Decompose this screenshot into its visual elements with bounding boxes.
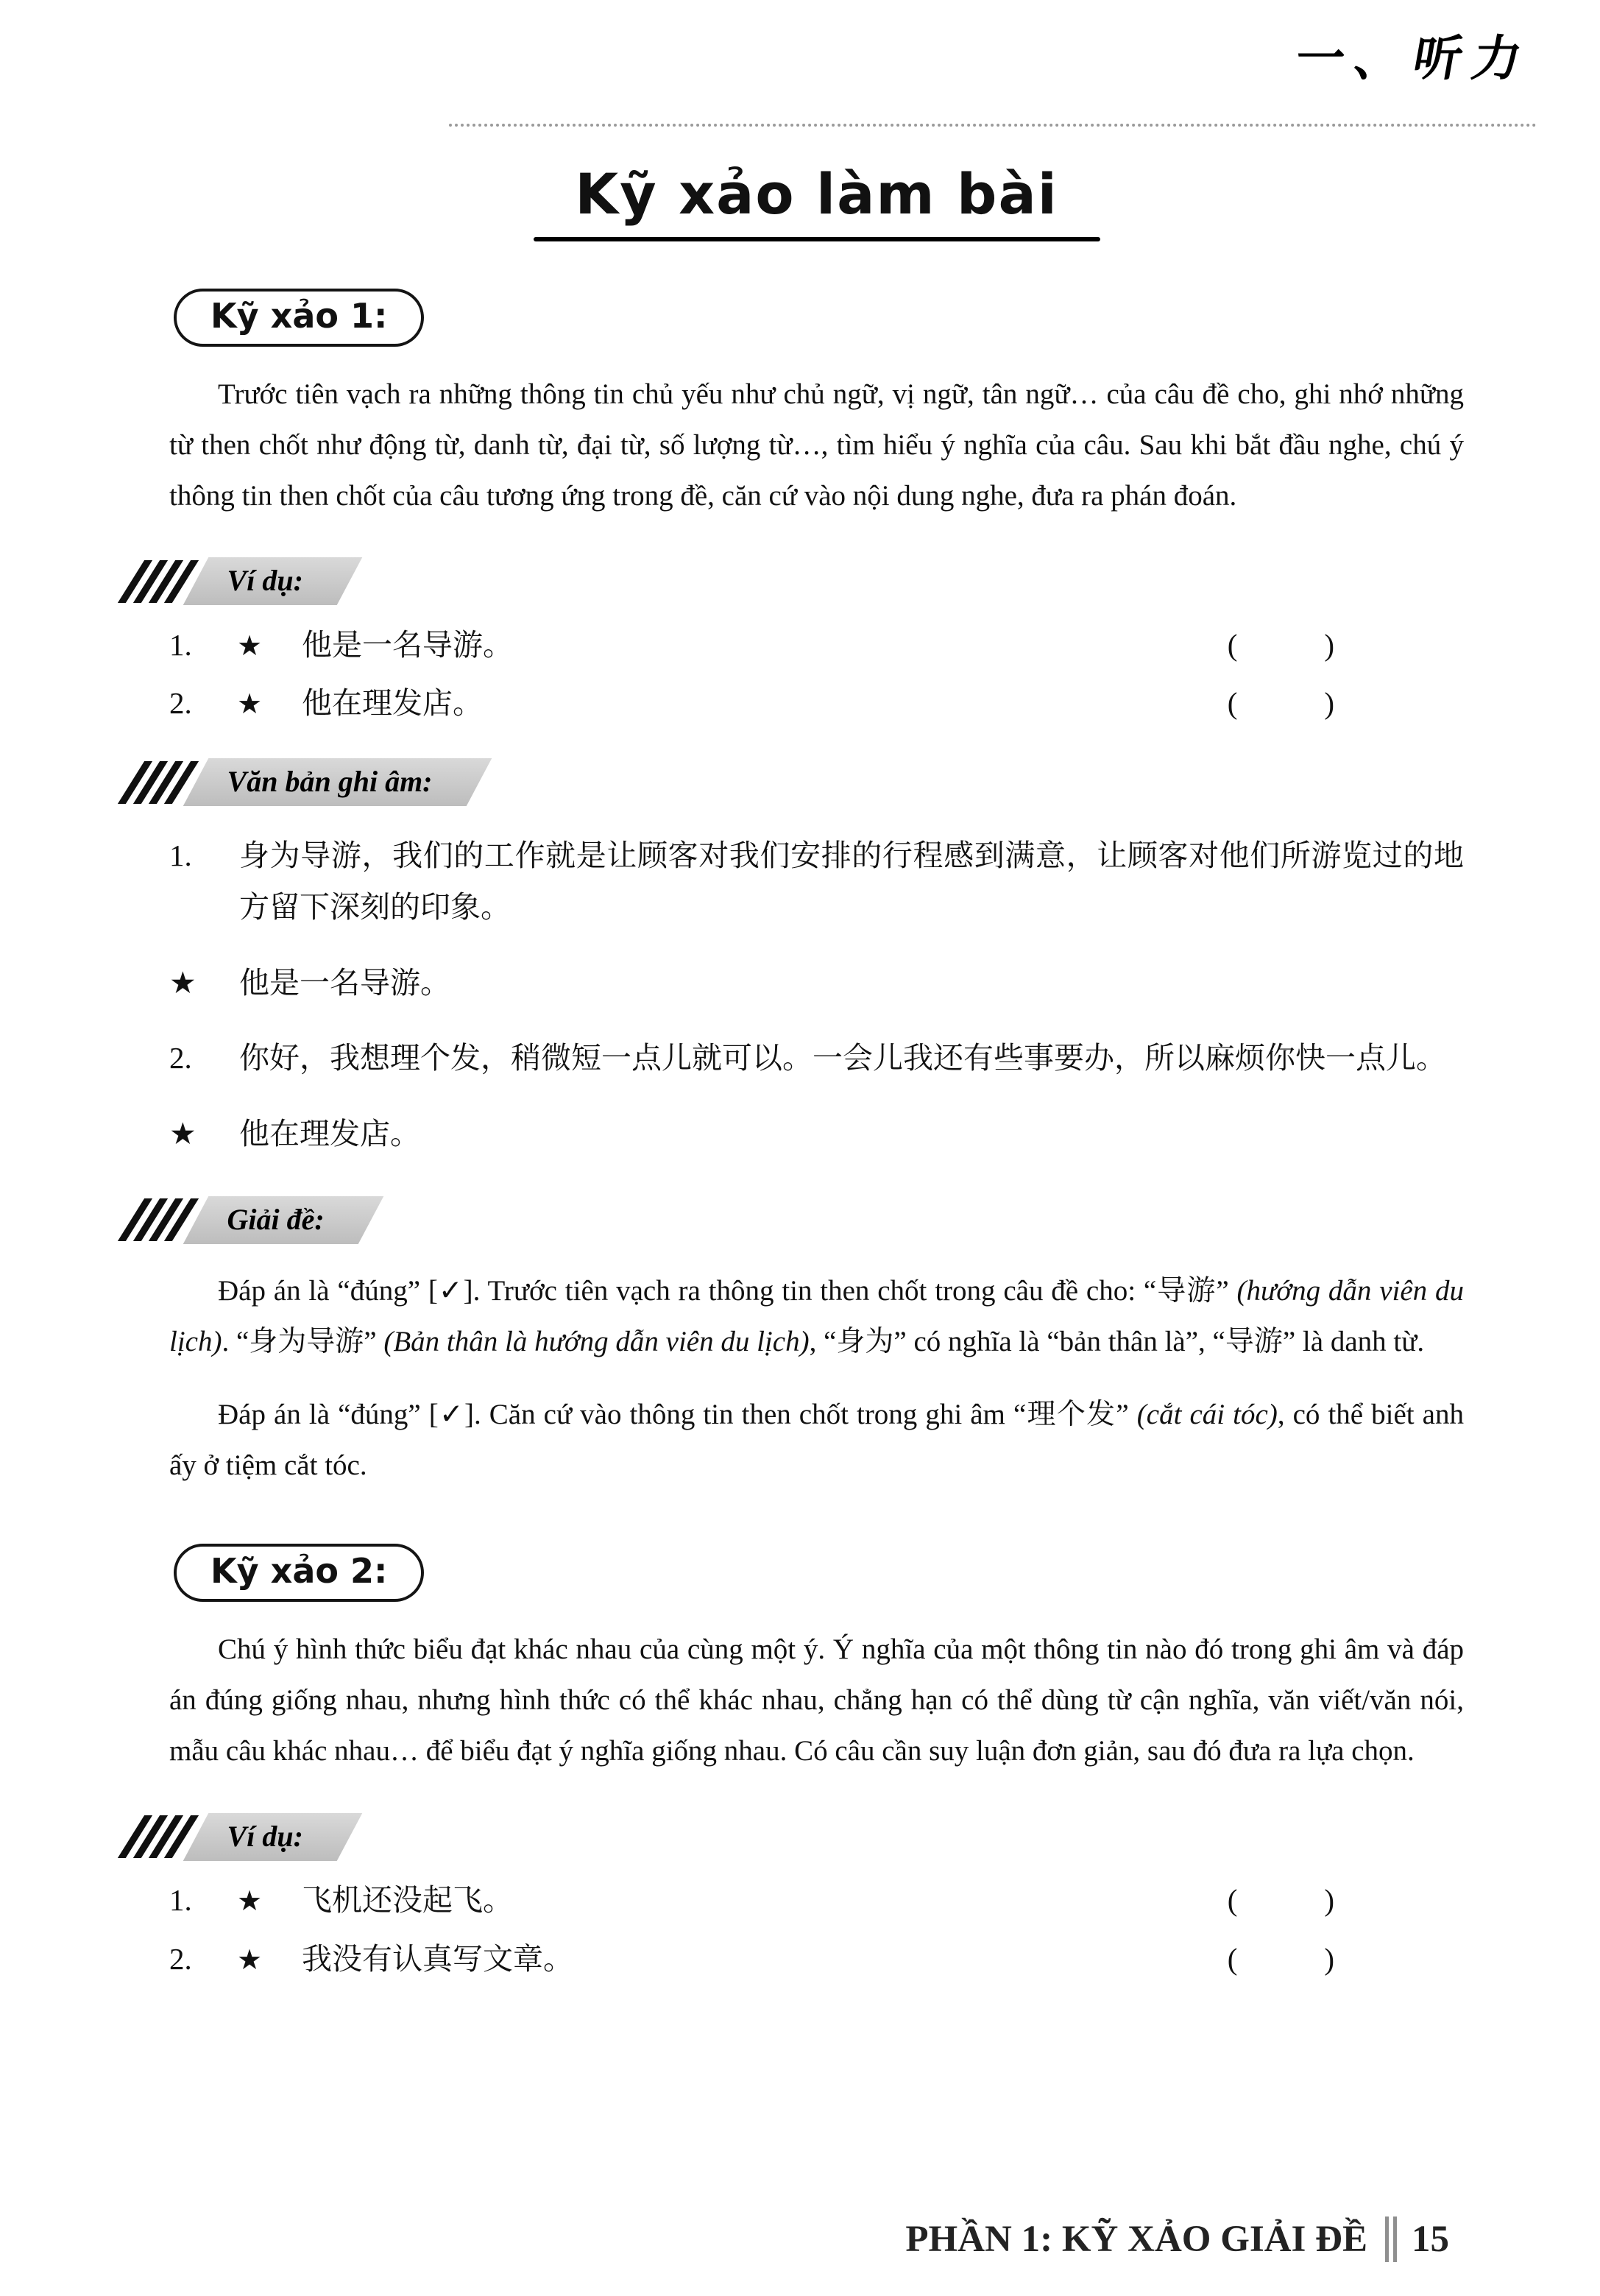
example-number: 1.	[169, 1883, 192, 1918]
skill-2-intro: Chú ý hình thức biểu đạt khác nhau của cùng một ý. Ý nghĩa của một thông tin nào đó trong ghi âm và đáp án đúng giống nhau, nhưng hình thức có thể khác nhau, chẳng hạn có thể dùng từ cận nghĩa, văn viết/văn nói, mẫu câu khác nhau… để biểu đạt ý nghĩa giống nhau. Có câu cần suy luận đơn giản, sau đó đưa ra lựa chọn.	[169, 1633, 1464, 1767]
chapter-heading: 一、听力	[1291, 30, 1537, 87]
example-item	[169, 685, 1464, 722]
slash-decoration-icon	[131, 760, 193, 805]
star-icon: ★	[237, 689, 263, 721]
example-text: 我没有认真写文章。	[302, 1941, 573, 1976]
transcript-item	[169, 1108, 1464, 1160]
example-text: 他在理发店。	[302, 686, 483, 721]
footer-divider	[1385, 2216, 1397, 2262]
star-icon: ★	[237, 1944, 263, 1976]
transcript-item	[169, 1032, 1464, 1084]
page-number: 15	[1412, 2219, 1449, 2260]
star-icon: ★	[169, 965, 197, 1000]
answer-blank: ( )	[1227, 1941, 1337, 1976]
star-icon: ★	[237, 630, 263, 662]
analysis-paragraph: Đáp án là “đúng” [✓]. Căn cứ vào thông tin then chốt trong ghi âm “理个发” (cắt cái tóc), có thể biết anh ấy ở tiệm cắt tóc.	[169, 1399, 1464, 1482]
transcript-marker: 1.	[169, 838, 192, 872]
section-label-box	[183, 758, 492, 806]
answer-blank: ( )	[1227, 1883, 1337, 1918]
transcript-text: 身为导游，我们的工作就是让顾客对我们安排的行程感到满意，让顾客对他们所游览过的地方留下深刻的印象。	[239, 838, 1464, 925]
example-text: 飞机还没起飞。	[302, 1883, 513, 1918]
skill-2-badge-label: Kỹ xảo 2:	[210, 1551, 388, 1592]
transcript-item	[169, 830, 1464, 933]
transcript-text: 他是一名导游。	[239, 965, 450, 1000]
example-number: 1.	[169, 627, 192, 662]
analysis-paragraph: Đáp án là “đúng” [✓]. Trước tiên vạch ra thông tin then chốt trong câu đề cho: “导游” (hướng dẫn viên du lịch). “身为导游” (Bản thân là hướng dẫn viên du lịch), “身为” có nghĩa là “bản thân là”, “导游” là danh từ.	[169, 1275, 1464, 1358]
answer-blank: ( )	[1227, 627, 1337, 662]
skill-1-badge	[174, 289, 424, 347]
transcript-text: 你好，我想理个发，稍微短一点儿就可以。一会儿我还有些事要办，所以麻烦你快一点儿。	[239, 1041, 1446, 1075]
example-number: 2.	[169, 686, 192, 721]
section-label-text: Ví dụ:	[227, 1819, 303, 1853]
section-label-box	[183, 1196, 384, 1244]
section-label-box	[183, 1813, 363, 1861]
star-icon: ★	[237, 1886, 263, 1918]
section-header-solution	[131, 1196, 1464, 1243]
section-label-box	[183, 557, 363, 605]
section-header-example-1	[131, 558, 1464, 605]
section-header-example-2	[131, 1813, 1464, 1860]
skill-1-badge-label: Kỹ xảo 1:	[210, 296, 388, 336]
transcript-item	[169, 957, 1464, 1009]
example-item	[169, 1941, 1464, 1978]
footer-section-label: PHẦN 1: KỸ XẢO GIẢI ĐỀ	[905, 2219, 1367, 2260]
example-item	[169, 1882, 1464, 1919]
header-spacer	[169, 0, 1464, 166]
transcript-text: 他在理发店。	[239, 1116, 420, 1151]
section-label-text: Ví dụ:	[227, 564, 303, 598]
skill-2-badge	[174, 1544, 424, 1602]
section-header-transcript	[131, 759, 1464, 806]
star-icon: ★	[169, 1116, 197, 1151]
section-label-text: Giải đề:	[227, 1202, 325, 1236]
header-divider	[449, 124, 1537, 127]
page-title: Kỹ xảo làm bài	[575, 161, 1058, 227]
transcript-marker: 2.	[169, 1041, 192, 1075]
slash-decoration-icon	[131, 559, 193, 604]
example-text: 他是一名导游。	[302, 627, 513, 662]
footer	[905, 2216, 1449, 2262]
skill-1-intro: Trước tiên vạch ra những thông tin chủ yếu như chủ ngữ, vị ngữ, tân ngữ… của câu đề cho, ghi nhớ những từ then chốt như động từ, danh từ, đại từ, số lượng từ…, tìm hiểu ý nghĩa của câu. Sau khi bắt đầu nghe, chú ý thông tin then chốt của câu tương ứng trong đề, căn cứ vào nội dung nghe, đưa ra phán đoán.	[169, 378, 1464, 512]
slash-decoration-icon	[131, 1815, 193, 1859]
example-number: 2.	[169, 1941, 192, 1976]
slash-decoration-icon	[131, 1198, 193, 1242]
title-underline	[534, 237, 1100, 241]
section-label-text: Văn bản ghi âm:	[227, 765, 433, 799]
answer-blank: ( )	[1227, 686, 1337, 721]
example-item	[169, 627, 1464, 664]
